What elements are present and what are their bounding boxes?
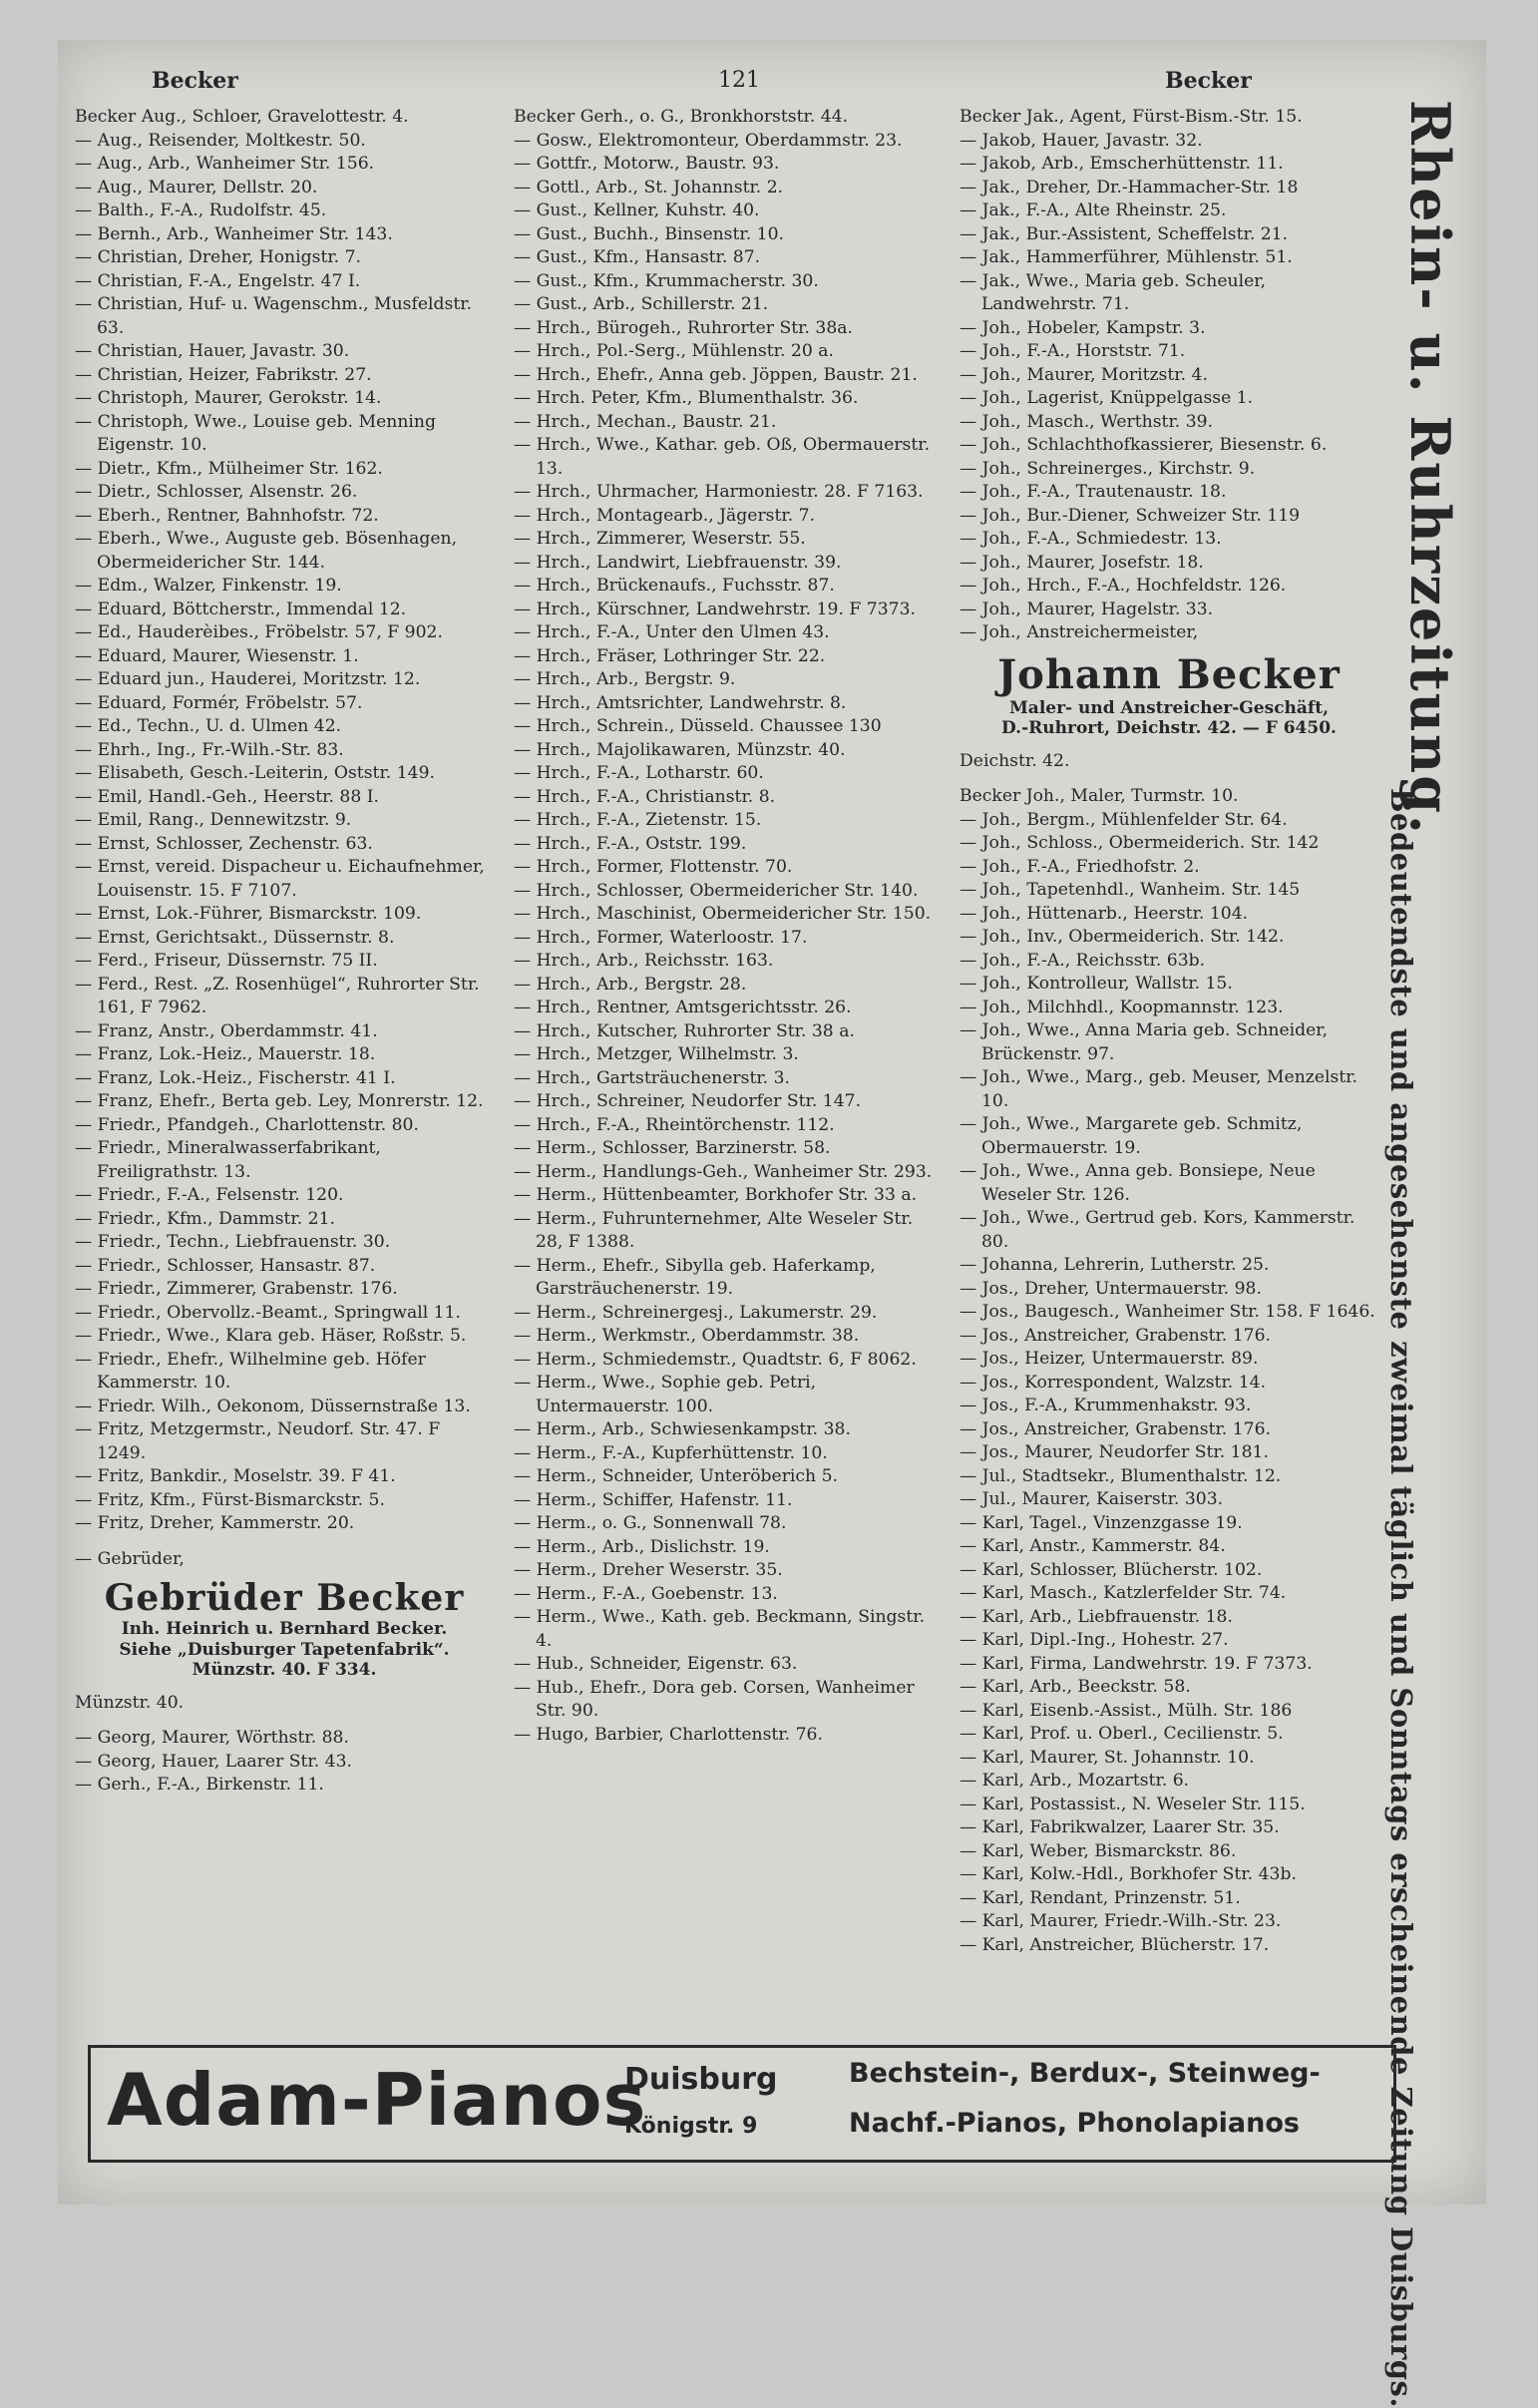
directory-entry: — Joh., Maurer, Hagelstr. 33. bbox=[960, 599, 1214, 619]
directory-entry: — Herm., Schiffer, Hafenstr. 11. bbox=[514, 1489, 793, 1510]
ad-brand: Adam-Pianos bbox=[107, 2058, 647, 2142]
directory-entry: — Christian, Hauer, Javastr. 30. bbox=[75, 341, 350, 361]
directory-entry: — Joh., Hüttenarb., Heerstr. 104. bbox=[960, 903, 1249, 924]
directory-entry: — Edm., Walzer, Finkenstr. 19. bbox=[75, 576, 342, 596]
directory-entry: — Dietr., Kfm., Mülheimer Str. 162. bbox=[75, 458, 383, 479]
directory-entry: — Emil, Handl.-Geh., Heerstr. 88 I. bbox=[75, 786, 379, 807]
directory-entry: — Herm., Ehefr., Sibylla geb. Haferkamp, Garsträuchenerstr. 19. bbox=[514, 1255, 876, 1299]
directory-entry: — Ferd., Rest. „Z. Rosenhügel“, Ruhrorter Str. 161, F 7962. bbox=[75, 974, 480, 1017]
directory-entry: — Gottfr., Motorw., Baustr. 93. bbox=[514, 154, 780, 174]
directory-entry: — Hrch., Fräser, Lothringer Str. 22. bbox=[514, 645, 826, 666]
directory-entry: — Joh., F.-A., Horststr. 71. bbox=[960, 341, 1186, 361]
directory-entry: — Karl, Firma, Landwehrstr. 19. F 7373. bbox=[960, 1653, 1313, 1674]
directory-entry: — Joh., Tapetenhdl., Wanheim. Str. 145 bbox=[960, 880, 1301, 901]
directory-column-1 bbox=[75, 106, 494, 1798]
directory-entry: — Herm., Schmiedemstr., Quadtstr. 6, F 8062. bbox=[514, 1349, 917, 1370]
directory-entry: — Jak., F.-A., Alte Rheinstr. 25. bbox=[960, 201, 1227, 220]
directory-entry: — Hrch., Landwirt, Liebfrauenstr. 39. bbox=[514, 552, 842, 573]
spacer bbox=[75, 1715, 494, 1727]
directory-entry: — Franz, Ehefr., Berta geb. Ley, Monrerstr. 12. bbox=[75, 1091, 484, 1111]
directory-entry: — Herm., Schreinergesj., Lakumerstr. 29. bbox=[514, 1302, 878, 1323]
directory-entry: — Dietr., Schlosser, Alsenstr. 26. bbox=[75, 482, 358, 502]
directory-entry: — Hrch., Uhrmacher, Harmoniestr. 28. F 7163. bbox=[514, 482, 924, 502]
directory-entry: — Hrch., Amtsrichter, Landwehrstr. 8. bbox=[514, 692, 847, 713]
directory-entry: — Herm., F.-A., Kupferhüttenstr. 10. bbox=[514, 1442, 828, 1463]
directory-entry: — Christian, Heizer, Fabrikstr. 27. bbox=[75, 364, 372, 385]
directory-entry: — Aug., Maurer, Dellstr. 20. bbox=[75, 177, 318, 198]
directory-entry: — Karl, Schlosser, Blücherstr. 102. bbox=[960, 1559, 1263, 1580]
directory-entry: — Hrch., Arb., Bergstr. 9. bbox=[514, 669, 736, 689]
directory-column-3 bbox=[960, 106, 1378, 1957]
directory-entry: — Karl, Rendant, Prinzenstr. 51. bbox=[960, 1887, 1241, 1908]
directory-entry: — Herm., F.-A., Goebenstr. 13. bbox=[514, 1583, 778, 1604]
ad-detail-line: Maler- und Anstreicher-Geschäft, bbox=[1008, 697, 1330, 718]
directory-entry: — Herm., Werkmstr., Oberdammstr. 38. bbox=[514, 1326, 860, 1346]
directory-entry: — Joh., Maurer, Moritzstr. 4. bbox=[960, 364, 1208, 385]
directory-entry: — Joh., Milchhdl., Koopmannstr. 123. bbox=[960, 997, 1284, 1017]
directory-entry: — Gerh., F.-A., Birkenstr. 11. bbox=[75, 1775, 324, 1796]
directory-entry: — Jak., Hammerführer, Mühlenstr. 51. bbox=[960, 247, 1293, 267]
side-advertisement bbox=[1384, 100, 1466, 2408]
directory-entry: — Karl, Masch., Katzlerfelder Str. 74. bbox=[960, 1583, 1287, 1604]
directory-entry: — Jos., Maurer, Neudorfer Str. 181. bbox=[960, 1442, 1269, 1463]
directory-entry: — Christian, Huf- u. Wagenschm., Musfeldstr. 63. bbox=[75, 294, 473, 338]
directory-entry: — Hrch., Kürschner, Landwehrstr. 19. F 7373. bbox=[514, 599, 916, 619]
directory-entry: — Hrch., F.-A., Unter den Ulmen 43. bbox=[514, 622, 830, 642]
directory-entry: — Hrch., Montagearb., Jägerstr. 7. bbox=[514, 505, 816, 526]
directory-entry: — Gebrüder, bbox=[75, 1548, 185, 1569]
directory-entry: — Karl, Anstreicher, Blücherstr. 17. bbox=[960, 1934, 1270, 1955]
directory-entry: — Eduard, Formér, Fröbelstr. 57. bbox=[75, 692, 363, 713]
directory-entry: — Jos., Baugesch., Wanheimer Str. 158. F 1646. bbox=[960, 1302, 1375, 1323]
ad-line-1: Bechstein-, Berdux-, Steinweg- bbox=[849, 2058, 1321, 2089]
directory-entry: — Christian, F.-A., Engelstr. 47 I. bbox=[75, 270, 361, 291]
directory-entry: — Eduard, Böttcherstr., Immendal 12. bbox=[75, 599, 407, 619]
directory-entry: — Jak., Bur.-Assistent, Scheffelstr. 21. bbox=[960, 223, 1289, 244]
ad-line-2: Nachf.-Pianos, Phonolapianos bbox=[849, 2108, 1300, 2139]
directory-entry: — Herm., Hüttenbeamter, Borkhofer Str. 33 a. bbox=[514, 1185, 918, 1205]
directory-entry: — Aug., Arb., Wanheimer Str. 156. bbox=[75, 154, 375, 174]
directory-entry: — Friedr., Mineralwasserfabrikant, Freiligrathstr. 13. bbox=[75, 1138, 381, 1182]
directory-entry: — Joh., Maurer, Josefstr. 18. bbox=[960, 552, 1204, 573]
directory-entry: — Fritz, Metzgermstr., Neudorf. Str. 47. F 1249. bbox=[75, 1419, 441, 1463]
directory-entry: — Ernst, Gerichtsakt., Düssernstr. 8. bbox=[75, 927, 395, 948]
directory-entry: — Joh., Hrch., F.-A., Hochfeldstr. 126. bbox=[960, 576, 1287, 596]
directory-entry: Becker Gerh., o. G., Bronkhorststr. 44. bbox=[514, 107, 849, 127]
directory-entry: — Joh., Masch., Werthstr. 39. bbox=[960, 411, 1214, 432]
directory-entry: — Ernst, Lok.-Führer, Bismarckstr. 109. bbox=[75, 904, 422, 924]
directory-entry: — Hrch., Arb., Bergstr. 28. bbox=[514, 974, 747, 995]
directory-entry: — Herm., o. G., Sonnenwall 78. bbox=[514, 1513, 787, 1533]
directory-entry: — Ferd., Friseur, Düssernstr. 75 II. bbox=[75, 951, 378, 971]
directory-entry: — Karl, Tagel., Vinzenzgasse 19. bbox=[960, 1512, 1243, 1533]
directory-entry: — Georg, Hauer, Laarer Str. 43. bbox=[75, 1751, 353, 1772]
directory-entry: — Jos., Dreher, Untermauerstr. 98. bbox=[960, 1278, 1262, 1299]
directory-entry: — Hrch., Mechan., Baustr. 21. bbox=[514, 411, 777, 432]
directory-entry: — Friedr. Wilh., Oekonom, Düssernstraße 13. bbox=[75, 1396, 471, 1416]
directory-entry: — Joh., Schlachthofkassierer, Biesenstr. 6. bbox=[960, 435, 1328, 455]
directory-entry: — Friedr., Ehefr., Wilhelmine geb. Höfer Kammerstr. 10. bbox=[75, 1349, 426, 1393]
directory-entry: — Joh., Wwe., Anna Maria geb. Schneider, Brückenstr. 97. bbox=[960, 1020, 1329, 1064]
directory-entry: — Herm., Arb., Dislichstr. 19. bbox=[514, 1536, 770, 1557]
directory-entry: — Ed., Hauderèibes., Fröbelstr. 57, F 902. bbox=[75, 622, 443, 642]
directory-entry: — Hrch., Arb., Reichsstr. 163. bbox=[514, 951, 774, 971]
directory-entry: Becker Jak., Agent, Fürst-Bism.-Str. 15. bbox=[960, 107, 1303, 127]
directory-entry: — Karl, Postassist., N. Weseler Str. 115. bbox=[960, 1794, 1306, 1814]
directory-entry: — Georg, Maurer, Wörthstr. 88. bbox=[75, 1728, 349, 1749]
directory-entry: — Fritz, Bankdir., Moselstr. 39. F 41. bbox=[75, 1466, 396, 1486]
directory-entry: — Hrch., Schlosser, Obermeidericher Str. 140. bbox=[514, 880, 919, 901]
directory-entry: — Joh., Bur.-Diener, Schweizer Str. 119 bbox=[960, 505, 1301, 526]
side-ad-title: Rhein- u. Ruhrzeitung. bbox=[1398, 100, 1462, 836]
directory-entry: — Joh., Wwe., Gertrud geb. Kors, Kammerstr. 80. bbox=[960, 1208, 1355, 1252]
directory-entry: — Eberh., Rentner, Bahnhofstr. 72. bbox=[75, 505, 379, 526]
ad-detail-line: Siehe „Duisburger Tapetenfabrik“. bbox=[119, 1639, 450, 1660]
directory-entry: — Joh., Wwe., Marg., geb. Meuser, Menzelstr. 10. bbox=[960, 1067, 1358, 1111]
directory-entry: — Hrch., Gartsträuchenerstr. 3. bbox=[514, 1067, 791, 1088]
directory-entry: — Gosw., Elektromonteur, Oberdammstr. 23. bbox=[514, 130, 903, 151]
directory-entry: — Friedr., Pfandgeh., Charlottenstr. 80. bbox=[75, 1114, 419, 1135]
directory-entry: — Franz, Lok.-Heiz., Fischerstr. 41 I. bbox=[75, 1067, 396, 1088]
directory-entry: — Hrch., Schrein., Düsseld. Chaussee 130 bbox=[514, 716, 882, 736]
directory-entry: — Herm., Schneider, Unteröberich 5. bbox=[514, 1466, 838, 1486]
directory-entry: — Hrch., Wwe., Kathar. geb. Oß, Obermauerstr. 13. bbox=[514, 435, 931, 479]
directory-entry: — Hrch., Brückenaufs., Fuchsstr. 87. bbox=[514, 576, 835, 596]
directory-column-2 bbox=[514, 106, 943, 1747]
directory-entry: — Joh., F.-A., Schmiedestr. 13. bbox=[960, 529, 1222, 549]
directory-entry: — Eberh., Wwe., Auguste geb. Bösenhagen, Obermeidericher Str. 144. bbox=[75, 529, 458, 573]
directory-entry: — Franz, Anstr., Oberdammstr. 41. bbox=[75, 1020, 378, 1041]
directory-entry: — Joh., Hobeler, Kampstr. 3. bbox=[960, 317, 1206, 338]
directory-entry: — Ernst, Schlosser, Zechenstr. 63. bbox=[75, 833, 373, 854]
directory-entry: — Karl, Fabrikwalzer, Laarer Str. 35. bbox=[960, 1817, 1280, 1838]
ad-company-name: Gebrüder Becker bbox=[104, 1577, 465, 1619]
directory-entry: — Hrch., F.-A., Lotharstr. 60. bbox=[514, 763, 764, 783]
directory-entry: — Friedr., Obervollz.-Beamt., Springwall 11. bbox=[75, 1302, 461, 1323]
directory-entry: — Gust., Buchh., Binsenstr. 10. bbox=[514, 223, 784, 244]
directory-entry: — Jak., Dreher, Dr.-Hammacher-Str. 18 bbox=[960, 177, 1299, 198]
directory-entry: — Friedr., Techn., Liebfrauenstr. 30. bbox=[75, 1232, 391, 1252]
directory-entry: — Karl, Maurer, Friedr.-Wilh.-Str. 23. bbox=[960, 1911, 1282, 1932]
page-number: 121 bbox=[718, 68, 760, 93]
ad-street: Königstr. 9 bbox=[624, 2114, 758, 2139]
directory-entry: — Herm., Wwe., Sophie geb. Petri, Untermauerstr. 100. bbox=[514, 1373, 817, 1416]
directory-entry: — Herm., Arb., Schwiesenkampstr. 38. bbox=[514, 1419, 851, 1439]
directory-entry: — Balth., F.-A., Rudolfstr. 45. bbox=[75, 201, 327, 220]
directory-entry: — Hrch., Bürogeh., Ruhrorter Str. 38a. bbox=[514, 317, 853, 338]
directory-entry: — Friedr., Zimmerer, Grabenstr. 176. bbox=[75, 1279, 398, 1299]
directory-entry: — Joh., Inv., Obermeiderich. Str. 142. bbox=[960, 927, 1285, 948]
spacer bbox=[75, 1680, 494, 1692]
directory-entry: — Aug., Reisender, Moltkestr. 50. bbox=[75, 130, 366, 151]
directory-entry: — Herm., Fuhrunternehmer, Alte Weseler Str. 28, F 1388. bbox=[514, 1208, 914, 1252]
directory-entry: — Hrch., Majolikawaren, Münzstr. 40. bbox=[514, 739, 846, 760]
directory-entry: — Joh., Lagerist, Knüppelgasse 1. bbox=[960, 388, 1254, 408]
directory-entry: — Karl, Arb., Mozartstr. 6. bbox=[960, 1771, 1190, 1792]
directory-entry: — Friedr., Kfm., Dammstr. 21. bbox=[75, 1208, 336, 1229]
directory-entry: — Ed., Techn., U. d. Ulmen 42. bbox=[75, 716, 342, 736]
directory-entry: Deichstr. 42. bbox=[960, 750, 1070, 771]
directory-entry: — Karl, Anstr., Kammerstr. 84. bbox=[960, 1536, 1226, 1557]
directory-entry: — Hrch., Metzger, Wilhelmstr. 3. bbox=[514, 1044, 799, 1064]
directory-entry: — Hrch., F.-A., Christianstr. 8. bbox=[514, 786, 776, 807]
directory-entry: — Jul., Maurer, Kaiserstr. 303. bbox=[960, 1489, 1224, 1510]
directory-entry: — Christian, Dreher, Honigstr. 7. bbox=[75, 247, 361, 267]
directory-entry: — Jos., Anstreicher, Grabenstr. 176. bbox=[960, 1418, 1271, 1439]
directory-entry: — Hrch., Zimmerer, Weserstr. 55. bbox=[514, 529, 806, 549]
spacer bbox=[960, 738, 1378, 750]
directory-entry: — Gottl., Arb., St. Johannstr. 2. bbox=[514, 177, 784, 198]
directory-entry: — Gust., Kfm., Hansastr. 87. bbox=[514, 247, 761, 267]
directory-entry: — Hrch., Pol.-Serg., Mühlenstr. 20 a. bbox=[514, 341, 834, 361]
directory-entry: — Joh., F.-A., Reichsstr. 63b. bbox=[960, 950, 1206, 971]
directory-entry: Münzstr. 40. bbox=[75, 1692, 185, 1713]
directory-entry: — Jos., Korrespondent, Walzstr. 14. bbox=[960, 1372, 1267, 1393]
directory-entry: — Joh., Wwe., Margarete geb. Schmitz, Obermauerstr. 19. bbox=[960, 1114, 1303, 1158]
directory-entry: — Karl, Kolw.-Hdl., Borkhofer Str. 43b. bbox=[960, 1864, 1297, 1885]
directory-entry: — Eduard, Maurer, Wiesenstr. 1. bbox=[75, 645, 359, 666]
ad-city: Duisburg bbox=[624, 2062, 778, 2097]
directory-entry: — Hrch., Ehefr., Anna geb. Jöppen, Baustr. 21. bbox=[514, 364, 918, 385]
directory-entry: Becker Aug., Schloer, Gravelottestr. 4. bbox=[75, 107, 409, 127]
directory-entry: — Joh., Wwe., Anna geb. Bonsiepe, Neue Weseler Str. 126. bbox=[960, 1161, 1316, 1205]
directory-entry: — Hugo, Barbier, Charlottenstr. 76. bbox=[514, 1724, 823, 1745]
directory-entry: — Gust., Kellner, Kuhstr. 40. bbox=[514, 201, 760, 220]
directory-entry: — Gust., Kfm., Krummacherstr. 30. bbox=[514, 270, 819, 291]
directory-entry: — Emil, Rang., Dennewitzstr. 9. bbox=[75, 810, 352, 830]
ad-detail-line: D.-Ruhrort, Deichstr. 42. — F 6450. bbox=[1001, 717, 1337, 738]
inline-advertisement bbox=[75, 1577, 494, 1680]
directory-entry: — Jak., Wwe., Maria geb. Scheuler, Landwehrstr. 71. bbox=[960, 270, 1267, 314]
directory-entry: — Gust., Arb., Schillerstr. 21. bbox=[514, 294, 769, 314]
directory-entry: — Eduard jun., Hauderei, Moritzstr. 12. bbox=[75, 669, 421, 689]
directory-entry: — Friedr., Schlosser, Hansastr. 87. bbox=[75, 1255, 376, 1276]
directory-entry: — Friedr., Wwe., Klara geb. Häser, Roßstr. 5. bbox=[75, 1326, 467, 1346]
directory-entry: — Herm., Dreher Weserstr. 35. bbox=[514, 1560, 783, 1580]
directory-entry: — Jakob, Arb., Emscherhüttenstr. 11. bbox=[960, 154, 1284, 174]
directory-entry: — Fritz, Dreher, Kammerstr. 20. bbox=[75, 1513, 355, 1533]
ad-detail-line: Inh. Heinrich u. Bernhard Becker. bbox=[121, 1619, 448, 1640]
directory-entry: — Hrch., Former, Flottenstr. 70. bbox=[514, 857, 793, 877]
running-head-left: Becker bbox=[152, 68, 238, 94]
directory-entry: Becker Joh., Maler, Turmstr. 10. bbox=[960, 786, 1239, 807]
directory-entry: — Jos., Anstreicher, Grabenstr. 176. bbox=[960, 1325, 1271, 1346]
directory-entry: — Karl, Arb., Beeckstr. 58. bbox=[960, 1677, 1191, 1698]
directory-entry: — Karl, Prof. u. Oberl., Cecilienstr. 5. bbox=[960, 1724, 1284, 1745]
directory-entry: — Hub., Ehefr., Dora geb. Corsen, Wanheimer Str. 90. bbox=[514, 1677, 915, 1721]
directory-entry: — Ernst, vereid. Dispacheur u. Eichaufnehmer, Louisenstr. 15. F 7107. bbox=[75, 857, 485, 901]
directory-entry: — Jos., Heizer, Untermauerstr. 89. bbox=[960, 1349, 1259, 1370]
directory-entry: — Elisabeth, Gesch.-Leiterin, Oststr. 149. bbox=[75, 763, 435, 783]
directory-entry: — Christoph, Wwe., Louise geb. Menning Eigenstr. 10. bbox=[75, 411, 436, 455]
running-head-right: Becker bbox=[1165, 68, 1252, 94]
directory-entry: — Karl, Dipl.-Ing., Hohestr. 27. bbox=[960, 1630, 1229, 1651]
inline-advertisement bbox=[960, 651, 1378, 738]
directory-entry: — Johanna, Lehrerin, Lutherstr. 25. bbox=[960, 1255, 1270, 1276]
directory-entry: — Bernh., Arb., Wanheimer Str. 143. bbox=[75, 223, 393, 244]
directory-entry: — Hrch., Schreiner, Neudorfer Str. 147. bbox=[514, 1091, 862, 1111]
directory-entry: — Joh., Anstreichermeister, bbox=[960, 622, 1199, 642]
directory-entry: — Jakob, Hauer, Javastr. 32. bbox=[960, 130, 1203, 151]
directory-entry: — Karl, Maurer, St. Johannstr. 10. bbox=[960, 1747, 1255, 1768]
directory-entry: — Joh., Schloss., Obermeiderich. Str. 142 bbox=[960, 833, 1320, 854]
directory-entry: — Hrch., Kutscher, Ruhrorter Str. 38 a. bbox=[514, 1020, 855, 1041]
directory-entry: — Franz, Lok.-Heiz., Mauerstr. 18. bbox=[75, 1044, 376, 1064]
directory-entry: — Herm., Handlungs-Geh., Wanheimer Str. 293. bbox=[514, 1161, 933, 1182]
directory-entry: — Hrch., F.-A., Rheintörchenstr. 112. bbox=[514, 1114, 835, 1135]
directory-entry: — Jul., Stadtsekr., Blumenthalstr. 12. bbox=[960, 1465, 1282, 1486]
directory-entry: — Christoph, Maurer, Gerokstr. 14. bbox=[75, 388, 382, 408]
directory-entry: — Hrch., F.-A., Zietenstr. 15. bbox=[514, 810, 762, 830]
directory-entry: — Ehrh., Ing., Fr.-Wilh.-Str. 83. bbox=[75, 739, 344, 760]
side-ad-subtitle: Bedeutendste und angesehenste zweimal täglich und Sonntags erscheinende Zeitung Duisburgs. bbox=[1384, 788, 1418, 2408]
ad-company-name: Johann Becker bbox=[997, 650, 1341, 698]
directory-entry: — Herm., Wwe., Kath. geb. Beckmann, Singstr. 4. bbox=[514, 1607, 926, 1651]
directory-entry: — Jos., F.-A., Krummenhakstr. 93. bbox=[960, 1396, 1252, 1416]
directory-entry: — Hrch., Rentner, Amtsgerichtsstr. 26. bbox=[514, 998, 852, 1017]
directory-entry: — Joh., F.-A., Trautenaustr. 18. bbox=[960, 482, 1227, 502]
directory-entry: — Hrch., Former, Waterloostr. 17. bbox=[514, 927, 808, 948]
directory-entry: — Hub., Schneider, Eigenstr. 63. bbox=[514, 1654, 798, 1674]
directory-entry: — Fritz, Kfm., Fürst-Bismarckstr. 5. bbox=[75, 1489, 385, 1510]
spacer bbox=[960, 773, 1378, 785]
directory-entry: — Hrch. Peter, Kfm., Blumenthalstr. 36. bbox=[514, 388, 859, 408]
directory-entry: — Friedr., F.-A., Felsenstr. 120. bbox=[75, 1185, 344, 1205]
directory-entry: — Joh., Kontrolleur, Wallstr. 15. bbox=[960, 974, 1233, 995]
directory-entry: — Joh., Bergm., Mühlenfelder Str. 64. bbox=[960, 809, 1288, 830]
directory-entry: — Karl, Arb., Liebfrauenstr. 18. bbox=[960, 1606, 1233, 1627]
directory-entry: — Herm., Schlosser, Barzinerstr. 58. bbox=[514, 1138, 831, 1158]
directory-entry: — Karl, Weber, Bismarckstr. 86. bbox=[960, 1840, 1237, 1861]
directory-entry: — Hrch., Maschinist, Obermeidericher Str. 150. bbox=[514, 904, 932, 924]
ad-detail-line: Münzstr. 40. F 334. bbox=[192, 1659, 377, 1680]
directory-entry: — Joh., Schreinerges., Kirchstr. 9. bbox=[960, 458, 1256, 479]
directory-entry: — Hrch., F.-A., Oststr. 199. bbox=[514, 833, 747, 854]
directory-entry: — Joh., F.-A., Friedhofstr. 2. bbox=[960, 856, 1200, 877]
bottom-advertisement bbox=[88, 2045, 1396, 2163]
directory-entry: — Karl, Eisenb.-Assist., Mülh. Str. 186 bbox=[960, 1700, 1293, 1721]
spacer bbox=[75, 1536, 494, 1548]
